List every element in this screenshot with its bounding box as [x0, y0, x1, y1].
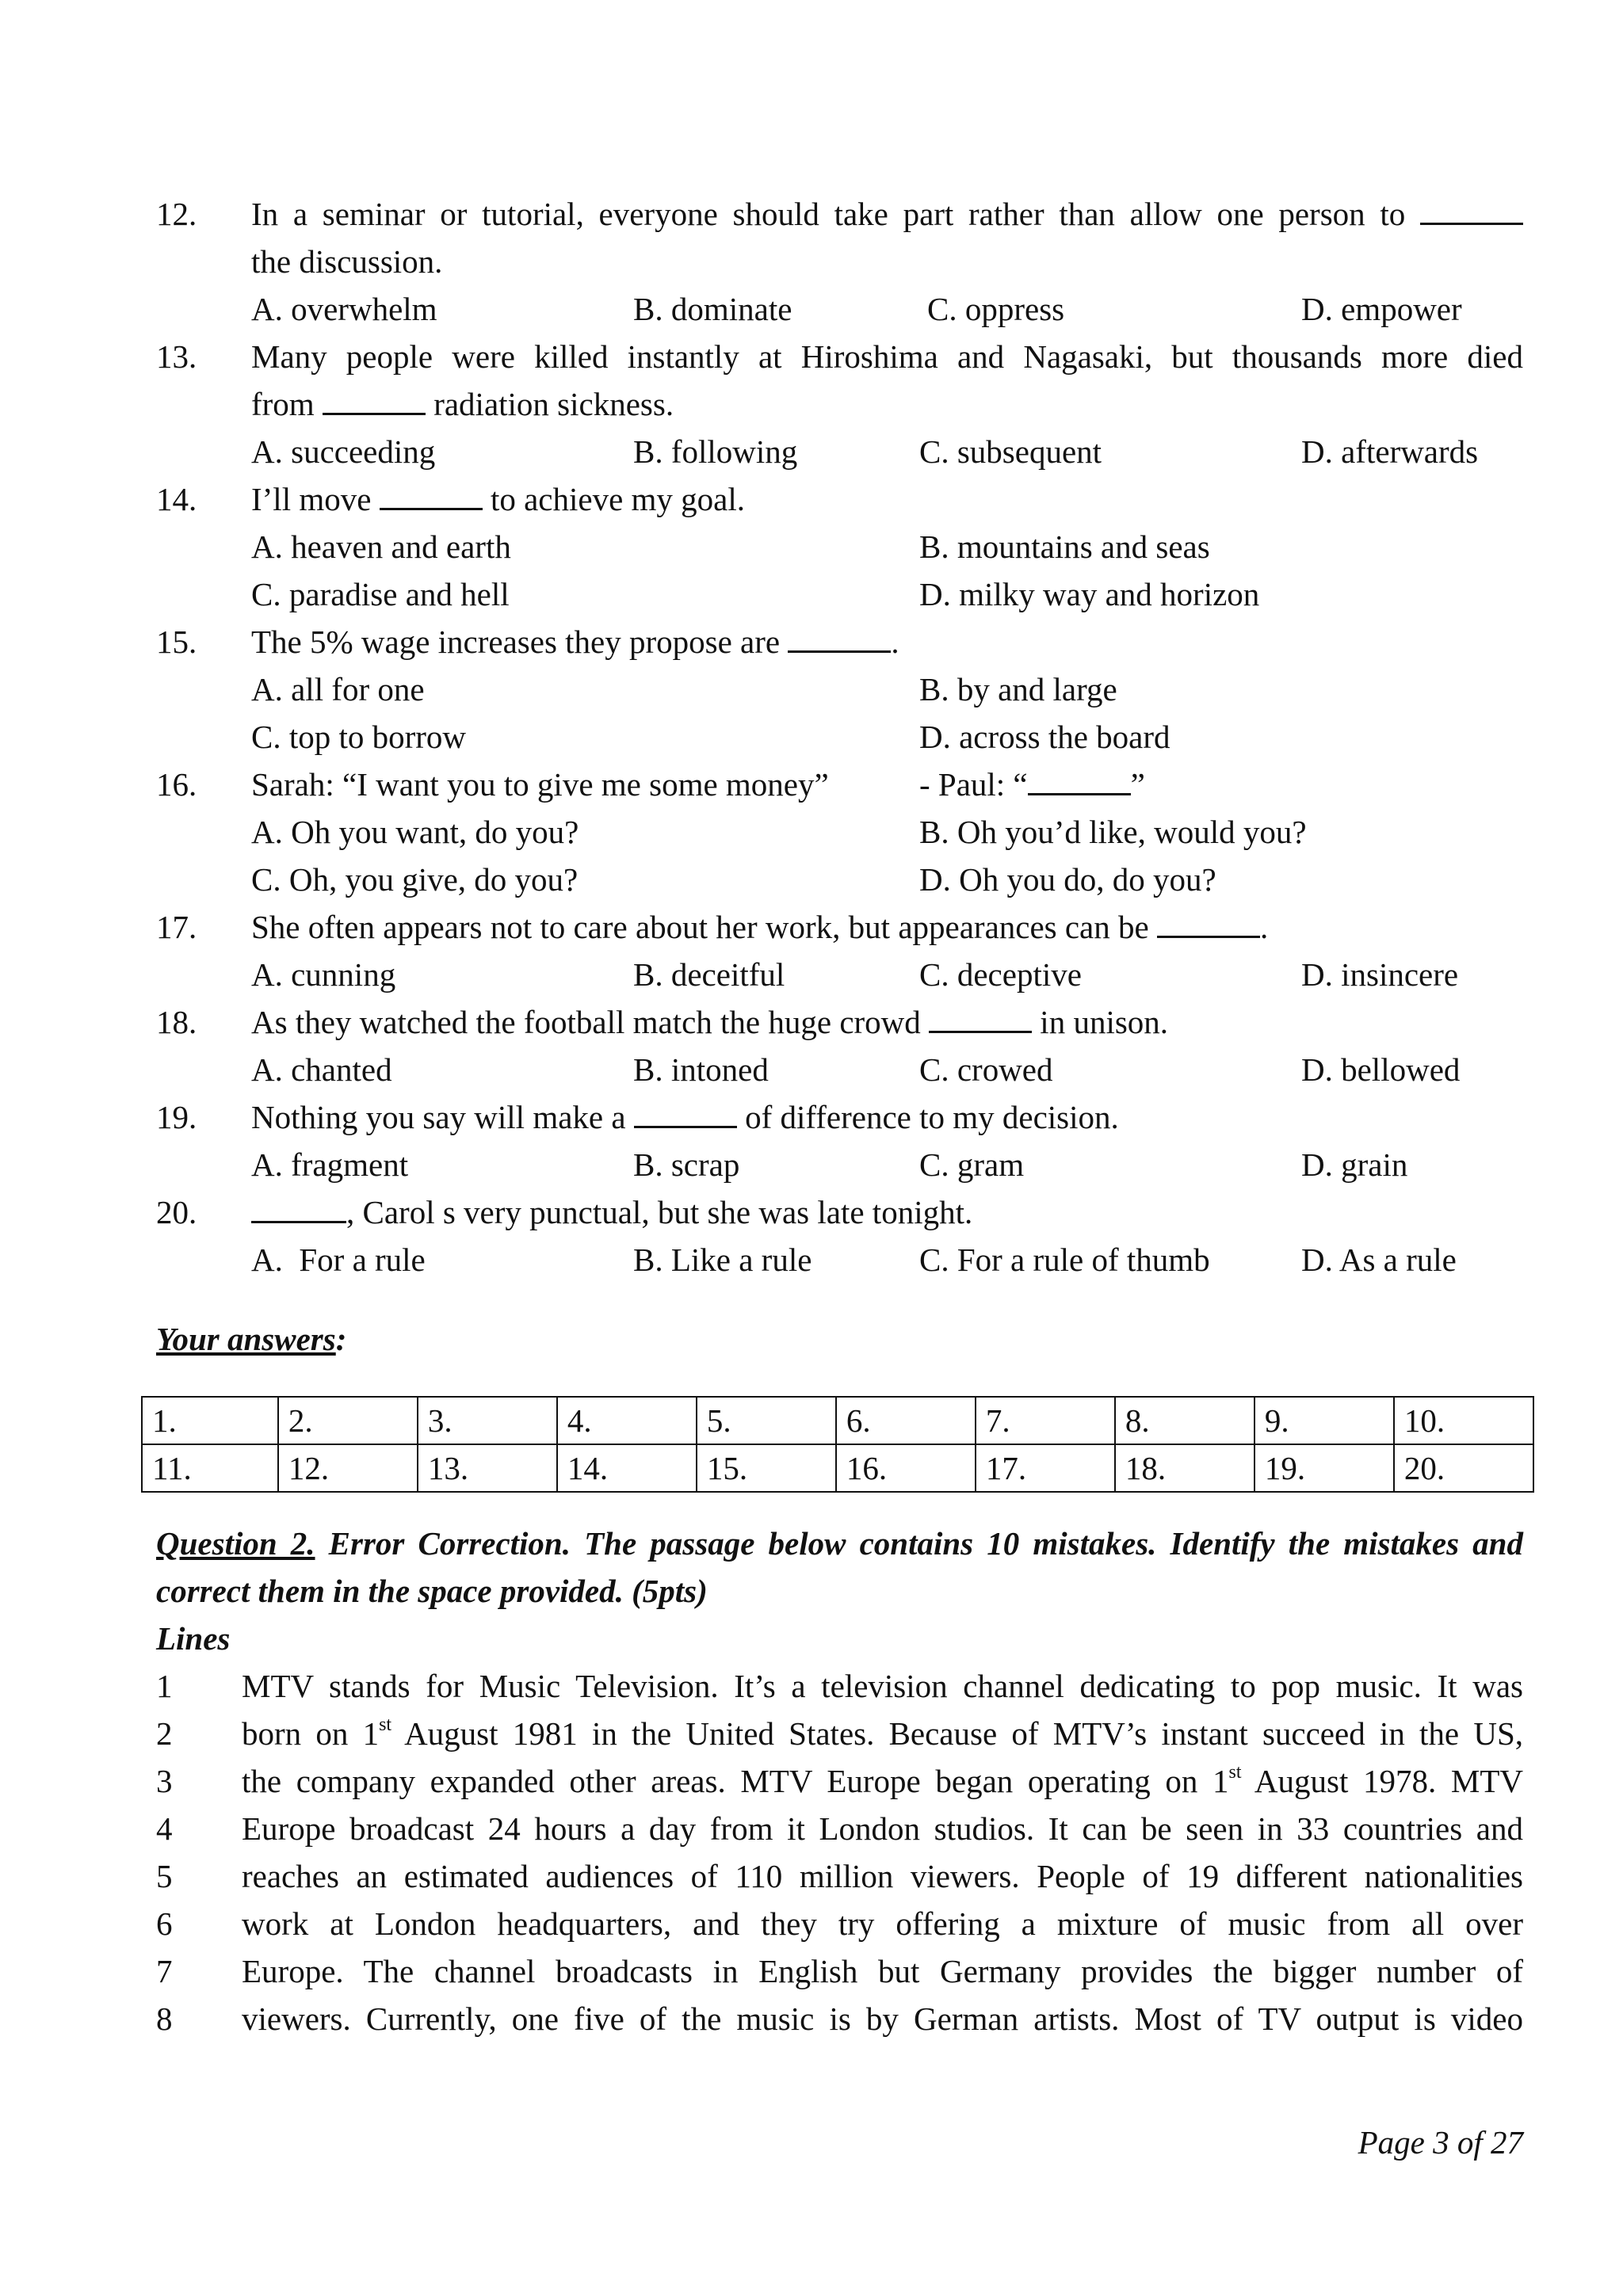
- line-text: MTV stands for Music Television. It’s a television channel dedicating to pop music. It was: [242, 1668, 1523, 1704]
- options-15-row2: [251, 713, 1523, 761]
- line-number: 6: [156, 1905, 173, 1942]
- option-a[interactable]: A. overwhelm: [251, 291, 437, 327]
- option-b[interactable]: B. Like a rule: [633, 1241, 812, 1278]
- options-16-row2: [251, 856, 1523, 903]
- question-number: 19.: [156, 1099, 197, 1135]
- text-after-blank: in unison.: [1040, 1004, 1169, 1040]
- passage-line: [156, 1662, 1523, 1710]
- question-15: [156, 618, 1523, 666]
- answers-heading-text: Your answers: [156, 1321, 336, 1357]
- question-text: In a seminar or tutorial, everyone should take part rather than allow one person to: [251, 196, 1406, 232]
- text-before-blank: Nothing you say will make a: [251, 1099, 626, 1135]
- text-before-blank: She often appears not to care about her work, but appearances can be: [251, 909, 1149, 945]
- option-a[interactable]: A. heaven and earth: [251, 528, 511, 565]
- line-text: [242, 1757, 1523, 1805]
- option-d[interactable]: D. grain: [1301, 1146, 1408, 1183]
- answer-grid: [141, 1396, 1534, 1493]
- closing-quote: ”: [1130, 766, 1145, 803]
- question-number: 20.: [156, 1194, 197, 1230]
- options-14-row2: [251, 570, 1523, 618]
- page-number: Page 3 of 27: [1358, 2124, 1523, 2161]
- option-b[interactable]: B. mountains and seas: [919, 528, 1210, 565]
- line-number: 2: [156, 1715, 173, 1752]
- question-number: 13.: [156, 338, 197, 375]
- options-16-row1: [251, 808, 1523, 856]
- question-19: [156, 1093, 1523, 1141]
- answers-heading: [156, 1315, 346, 1363]
- answer-cell[interactable]: 14.: [557, 1444, 697, 1492]
- text-before-blank: from: [251, 386, 315, 422]
- answer-cell[interactable]: 15.: [697, 1444, 836, 1492]
- answer-cell[interactable]: 1.: [142, 1397, 278, 1444]
- answer-cell[interactable]: 10.: [1394, 1397, 1533, 1444]
- option-c[interactable]: C. top to borrow: [251, 719, 467, 755]
- question-text: [251, 618, 899, 666]
- answer-blank: [1157, 909, 1260, 938]
- question-number: 15.: [156, 624, 197, 660]
- answer-cell[interactable]: 7.: [976, 1397, 1115, 1444]
- text-before-blank: As they watched the football match the huge crowd: [251, 1004, 921, 1040]
- passage-line: [156, 1900, 1523, 1947]
- question-number: 18.: [156, 1004, 197, 1040]
- line-number: 4: [156, 1810, 173, 1847]
- text-after-blank: .: [891, 624, 899, 660]
- line-text: [242, 1710, 1523, 1757]
- option-d[interactable]: D. Oh you do, do you?: [919, 861, 1216, 898]
- question-number: 16.: [156, 766, 197, 803]
- option-d[interactable]: D. milky way and horizon: [919, 576, 1260, 612]
- question-2-title: [156, 1520, 1523, 1615]
- line-number: 3: [156, 1763, 173, 1799]
- option-b[interactable]: B. following: [633, 433, 798, 470]
- line-text-part: August 1978. MTV: [1241, 1763, 1523, 1799]
- options-20: [251, 1236, 1523, 1283]
- option-b[interactable]: B. dominate: [633, 291, 792, 327]
- question-20: [156, 1188, 1523, 1236]
- question-text: [251, 1188, 972, 1236]
- line-text-part: the company expanded other areas. MTV Europe began operating on 1: [242, 1763, 1229, 1799]
- option-a[interactable]: A. succeeding: [251, 433, 436, 470]
- options-15-row1: [251, 666, 1523, 713]
- passage-line: [156, 1805, 1523, 1852]
- question-16: [156, 761, 1523, 808]
- option-c[interactable]: C. crowed: [919, 1051, 1053, 1088]
- answer-cell[interactable]: 9.: [1254, 1397, 1394, 1444]
- text-before-blank: I’ll move: [251, 481, 372, 517]
- lines-heading: Lines: [156, 1620, 231, 1657]
- line-text: Europe. The channel broadcasts in English but Germany provides the bigger number of: [242, 1953, 1523, 1989]
- text-after-blank: to achieve my goal.: [490, 481, 745, 517]
- answer-cell[interactable]: 4.: [557, 1397, 697, 1444]
- line-number: 1: [156, 1668, 173, 1704]
- option-d[interactable]: D. bellowed: [1301, 1051, 1461, 1088]
- line-text: work at London headquarters, and they try offering a mixture of music from all over: [242, 1905, 1523, 1942]
- answer-blank: [251, 1194, 346, 1223]
- question-12-text: [251, 190, 1523, 238]
- passage-line: [156, 1947, 1523, 1995]
- option-a[interactable]: A. For a rule: [251, 1241, 426, 1278]
- option-c[interactable]: C. subsequent: [919, 433, 1102, 470]
- options-18: [251, 1046, 1523, 1093]
- text-before-blank: The 5% wage increases they propose are: [251, 624, 781, 660]
- answer-cell[interactable]: 6.: [836, 1397, 976, 1444]
- passage-line: [156, 1757, 1523, 1805]
- option-b[interactable]: B. by and large: [919, 671, 1117, 707]
- option-c[interactable]: C. For a rule of thumb: [919, 1241, 1210, 1278]
- text-after-blank: .: [1259, 909, 1269, 945]
- question-text: Sarah: “I want you to give me some money”: [251, 766, 829, 803]
- passage-line: [156, 1852, 1523, 1900]
- option-c[interactable]: C. oppress: [927, 291, 1065, 327]
- ordinal-suffix: st: [1228, 1762, 1242, 1783]
- question-13-text: Many people were killed instantly at Hiroshima and Nagasaki, but thousands more died: [251, 338, 1523, 375]
- text-after-blank: radiation sickness.: [433, 386, 674, 422]
- answer-grid-row: [142, 1444, 1533, 1492]
- options-12: [251, 285, 1523, 333]
- option-d[interactable]: D. empower: [1301, 291, 1462, 327]
- option-a[interactable]: A. cunning: [251, 956, 396, 993]
- answer-blank: [634, 1099, 737, 1128]
- dialogue-response: [919, 761, 1145, 808]
- question-2-instructions: Error Correction. The passage below contains 10 mistakes. Identify the mistakes and correct them in the space provided. (5pts): [156, 1525, 1523, 1609]
- question-text-cont: [251, 380, 674, 428]
- line-text: viewers. Currently, one five of the music is by German artists. Most of TV output is video: [242, 2000, 1523, 2037]
- question-number: 17.: [156, 909, 197, 945]
- option-a[interactable]: A. chanted: [251, 1051, 392, 1088]
- options-19: [251, 1141, 1523, 1188]
- option-c[interactable]: C. paradise and hell: [251, 576, 510, 612]
- answer-blank: [929, 1004, 1032, 1033]
- option-a[interactable]: A. Oh you want, do you?: [251, 814, 579, 850]
- answer-cell[interactable]: 12.: [278, 1444, 418, 1492]
- question-text: [251, 903, 1268, 951]
- options-13: [251, 428, 1523, 475]
- answer-cell[interactable]: 17.: [976, 1444, 1115, 1492]
- speaker-label: - Paul: “: [919, 766, 1028, 803]
- question-text-cont: the discussion.: [251, 243, 443, 280]
- passage-line: [156, 1710, 1523, 1757]
- option-a[interactable]: A. all for one: [251, 671, 425, 707]
- options-17: [251, 951, 1523, 998]
- option-d[interactable]: D. afterwards: [1301, 433, 1479, 470]
- answer-cell[interactable]: 18.: [1115, 1444, 1254, 1492]
- passage-line: [156, 1995, 1523, 2042]
- question-number: 12.: [156, 196, 197, 232]
- option-d[interactable]: D. across the board: [919, 719, 1170, 755]
- option-b[interactable]: B. Oh you’d like, would you?: [919, 814, 1307, 850]
- option-d[interactable]: D. As a rule: [1301, 1241, 1457, 1278]
- question-text: [251, 998, 1168, 1046]
- line-number: 8: [156, 2000, 173, 2037]
- answer-blank: [788, 624, 891, 653]
- line-text-part: August 1981 in the United States. Because of MTV’s instant succeed in the US,: [391, 1715, 1523, 1752]
- answer-blank: [323, 386, 426, 415]
- option-b[interactable]: B. intoned: [633, 1051, 769, 1088]
- question-2-label: Question 2.: [156, 1525, 315, 1562]
- option-d[interactable]: D. insincere: [1301, 956, 1459, 993]
- line-number: 5: [156, 1858, 173, 1894]
- option-c[interactable]: C. gram: [919, 1146, 1025, 1183]
- ordinal-suffix: st: [379, 1714, 392, 1735]
- answer-cell[interactable]: 8.: [1115, 1397, 1254, 1444]
- line-text: Europe broadcast 24 hours a day from it London studios. It can be seen in 33 countries and: [242, 1810, 1523, 1847]
- answer-cell[interactable]: 16.: [836, 1444, 976, 1492]
- answer-cell[interactable]: 11.: [142, 1444, 278, 1492]
- text-after-blank: , Carol s very punctual, but she was late tonight.: [346, 1194, 973, 1230]
- question-13-line2: [156, 380, 1523, 428]
- answer-cell[interactable]: 20.: [1394, 1444, 1533, 1492]
- option-b[interactable]: B. scrap: [633, 1146, 740, 1183]
- question-14: [156, 475, 1523, 523]
- answer-blank: [1028, 766, 1131, 795]
- option-a[interactable]: A. fragment: [251, 1146, 409, 1183]
- option-c[interactable]: C. Oh, you give, do you?: [251, 861, 579, 898]
- question-text: [251, 1093, 1119, 1141]
- text-after-blank: of difference to my decision.: [745, 1099, 1119, 1135]
- answer-grid-row: [142, 1397, 1533, 1444]
- answer-cell[interactable]: 13.: [418, 1444, 557, 1492]
- question-18: [156, 998, 1523, 1046]
- answers-heading-colon: :: [335, 1321, 347, 1357]
- option-c[interactable]: C. deceptive: [919, 956, 1082, 993]
- question-17: [156, 903, 1523, 951]
- answer-cell[interactable]: 5.: [697, 1397, 836, 1444]
- answer-cell[interactable]: 19.: [1254, 1444, 1394, 1492]
- question-12-line2: [156, 238, 1523, 285]
- line-number: 7: [156, 1953, 173, 1989]
- line-text-part: born on 1: [242, 1715, 380, 1752]
- answer-blank: [1420, 196, 1523, 225]
- line-text: reaches an estimated audiences of 110 million viewers. People of 19 different nationalities: [242, 1858, 1523, 1894]
- question-text: [251, 475, 745, 523]
- answer-blank: [380, 481, 483, 510]
- question-number: 14.: [156, 481, 197, 517]
- answer-cell[interactable]: 2.: [278, 1397, 418, 1444]
- options-14-row1: [251, 523, 1523, 570]
- answer-cell[interactable]: 3.: [418, 1397, 557, 1444]
- option-b[interactable]: B. deceitful: [633, 956, 785, 993]
